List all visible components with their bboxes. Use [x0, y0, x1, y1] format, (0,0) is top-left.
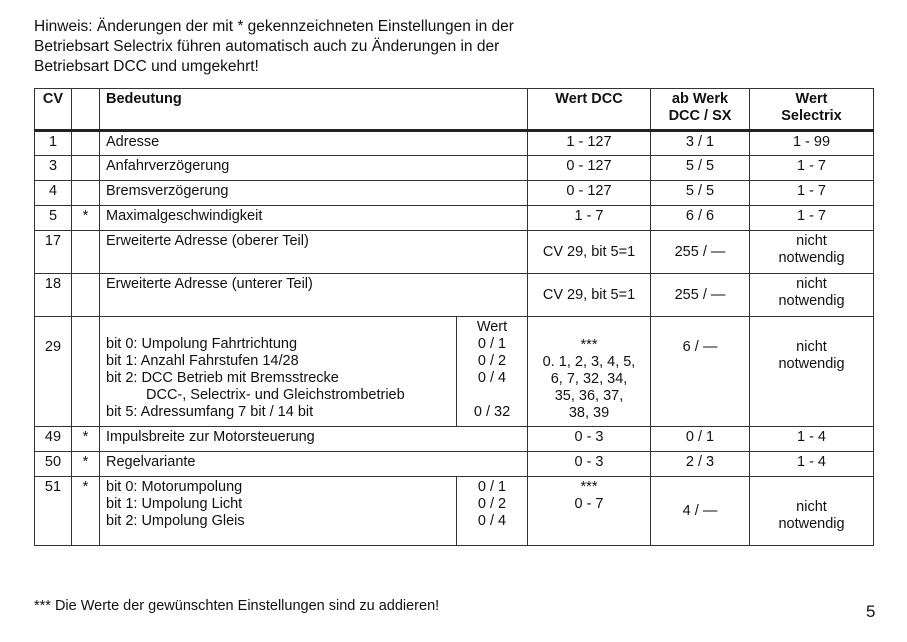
- table-header-row: [35, 89, 874, 131]
- cell-meaning: Maximalgeschwindigkeit: [100, 206, 528, 231]
- cell-werk: 5 / 5: [651, 181, 750, 206]
- bit-value: 0 / 2: [477, 353, 507, 369]
- bit-values-heading: Wert: [476, 319, 508, 335]
- cell-sx-line: notwendig: [778, 250, 845, 266]
- header-ab-werk-line1: ab Werk: [671, 91, 729, 107]
- cell-bit-values: [457, 317, 528, 427]
- table-row: [35, 206, 874, 231]
- cell-dcc: CV 29, bit 5=1: [528, 231, 651, 274]
- intro-line: Betriebsart Selectrix führen automatisch auch zu Änderungen in der: [34, 38, 500, 55]
- cell-cv: 18: [35, 274, 72, 317]
- cell-cv: 29: [35, 317, 72, 427]
- cell-star: *: [72, 427, 100, 452]
- cell-meaning: Adresse: [100, 131, 528, 156]
- table-row: [35, 274, 874, 317]
- intro-line: Hinweis: Änderungen der mit * gekennzeichneten Einstellungen in der: [34, 18, 514, 35]
- cell-dcc: 0 - 127: [528, 181, 651, 206]
- table-row: [35, 231, 874, 274]
- cell-sx: 1 - 7: [750, 206, 874, 231]
- header-wert-dcc: Wert DCC: [528, 89, 651, 131]
- bit-value: 0 / 2: [477, 496, 507, 512]
- cell-werk: 6 / 6: [651, 206, 750, 231]
- cell-sx-line: notwendig: [778, 356, 845, 372]
- cell-sx-line: nicht: [796, 276, 827, 292]
- header-wert-sx-line2: Selectrix: [781, 108, 842, 124]
- cell-cv: 3: [35, 156, 72, 181]
- cell-werk: 6 / —: [651, 317, 750, 427]
- cell-star: [72, 156, 100, 181]
- cell-meaning: Bremsverzögerung: [100, 181, 528, 206]
- cell-dcc: 1 - 127: [528, 131, 651, 156]
- cell-meaning: Anfahrverzögerung: [100, 156, 528, 181]
- table-row: [35, 131, 874, 156]
- cell-sx-line: nicht: [796, 499, 827, 515]
- intro-line: Betriebsart DCC und umgekehrt!: [34, 58, 259, 75]
- cell-cv: 49: [35, 427, 72, 452]
- dcc-line: 38, 39: [568, 405, 610, 421]
- cell-sx: 1 - 7: [750, 181, 874, 206]
- header-meaning: Bedeutung: [100, 89, 528, 131]
- cv-table: [34, 88, 874, 546]
- cell-star: [72, 274, 100, 317]
- cell-cv: 4: [35, 181, 72, 206]
- bit-line: bit 0: Umpolung Fahrtrichtung: [106, 336, 298, 352]
- cell-dcc: [528, 317, 651, 427]
- table-row: [35, 427, 874, 452]
- cell-meaning: Impulsbreite zur Motorsteuerung: [100, 427, 528, 452]
- cell-star: [72, 317, 100, 427]
- table-row: [35, 477, 874, 546]
- table-row: [35, 452, 874, 477]
- cell-sx: [750, 317, 874, 427]
- cell-cv: 50: [35, 452, 72, 477]
- bit-line: bit 1: Anzahl Fahrstufen 14/28: [106, 353, 299, 369]
- bit-line: bit 2: Umpolung Gleis: [106, 513, 245, 529]
- header-ab-werk: [651, 89, 750, 131]
- table-row: [35, 156, 874, 181]
- header-star: [72, 89, 100, 131]
- cell-sx: [750, 231, 874, 274]
- cell-meaning-bits: [100, 477, 457, 546]
- cell-cv: 51: [35, 477, 72, 546]
- cell-cv: 5: [35, 206, 72, 231]
- cell-dcc: 0 - 127: [528, 156, 651, 181]
- cell-sx: [750, 274, 874, 317]
- footnote: *** Die Werte der gewünschten Einstellungen sind zu addieren!: [34, 598, 440, 614]
- cell-meaning: Regelvariante: [100, 452, 528, 477]
- cell-werk: 4 / —: [651, 477, 750, 546]
- dcc-line: 6, 7, 32, 34,: [550, 371, 628, 387]
- cell-meaning: Erweiterte Adresse (oberer Teil): [100, 231, 528, 274]
- bit-value: 0 / 4: [477, 370, 507, 386]
- page-number: 5: [866, 602, 876, 621]
- cell-meaning-bits: [100, 317, 457, 427]
- dcc-line: 35, 36, 37,: [554, 388, 624, 404]
- intro-note: [34, 17, 634, 77]
- header-wert-sx-line1: Wert: [795, 91, 828, 107]
- cell-dcc: 1 - 7: [528, 206, 651, 231]
- dcc-line: 0 - 7: [574, 496, 604, 512]
- cell-werk: 0 / 1: [651, 427, 750, 452]
- bit-value: 0 / 4: [477, 513, 507, 529]
- bit-value: 0 / 32: [473, 404, 511, 420]
- header-ab-werk-line2: DCC / SX: [668, 108, 732, 124]
- cell-star: *: [72, 206, 100, 231]
- cell-werk: 2 / 3: [651, 452, 750, 477]
- cell-dcc: CV 29, bit 5=1: [528, 274, 651, 317]
- bit-line: bit 5: Adressumfang 7 bit / 14 bit: [106, 404, 314, 420]
- dcc-line: ***: [580, 337, 598, 353]
- cell-star: *: [72, 477, 100, 546]
- cell-sx-line: nicht: [796, 339, 827, 355]
- bit-line: bit 0: Motorumpolung: [106, 479, 243, 495]
- bit-line: bit 1: Umpolung Licht: [106, 496, 243, 512]
- cell-sx-line: notwendig: [778, 293, 845, 309]
- cell-star: [72, 231, 100, 274]
- cell-werk: 3 / 1: [651, 131, 750, 156]
- cell-meaning: Erweiterte Adresse (unterer Teil): [100, 274, 528, 317]
- cell-werk: 255 / —: [651, 231, 750, 274]
- cell-dcc: 0 - 3: [528, 427, 651, 452]
- table-row: [35, 317, 874, 427]
- bit-line: DCC-, Selectrix- und Gleichstrombetrieb: [146, 387, 405, 403]
- cell-werk: 5 / 5: [651, 156, 750, 181]
- bit-value: 0 / 1: [477, 479, 507, 495]
- cell-sx: 1 - 7: [750, 156, 874, 181]
- cell-star: *: [72, 452, 100, 477]
- cell-sx: [750, 477, 874, 546]
- cell-werk: 255 / —: [651, 274, 750, 317]
- cell-dcc: 0 - 3: [528, 452, 651, 477]
- cell-star: [72, 181, 100, 206]
- header-wert-sx: [750, 89, 874, 131]
- cell-sx: 1 - 4: [750, 452, 874, 477]
- cell-sx-line: notwendig: [778, 516, 845, 532]
- cell-sx-line: nicht: [796, 233, 827, 249]
- cell-sx: 1 - 99: [750, 131, 874, 156]
- dcc-line: 0. 1, 2, 3, 4, 5,: [542, 354, 636, 370]
- cell-sx: 1 - 4: [750, 427, 874, 452]
- bit-value: 0 / 1: [477, 336, 507, 352]
- cell-star: [72, 131, 100, 156]
- header-cv: CV: [35, 89, 72, 131]
- cell-cv: 1: [35, 131, 72, 156]
- cell-cv: 17: [35, 231, 72, 274]
- bit-line: bit 2: DCC Betrieb mit Bremsstrecke: [106, 370, 339, 386]
- dcc-line: ***: [580, 479, 598, 495]
- cell-dcc: [528, 477, 651, 546]
- cell-bit-values: [457, 477, 528, 546]
- table-row: [35, 181, 874, 206]
